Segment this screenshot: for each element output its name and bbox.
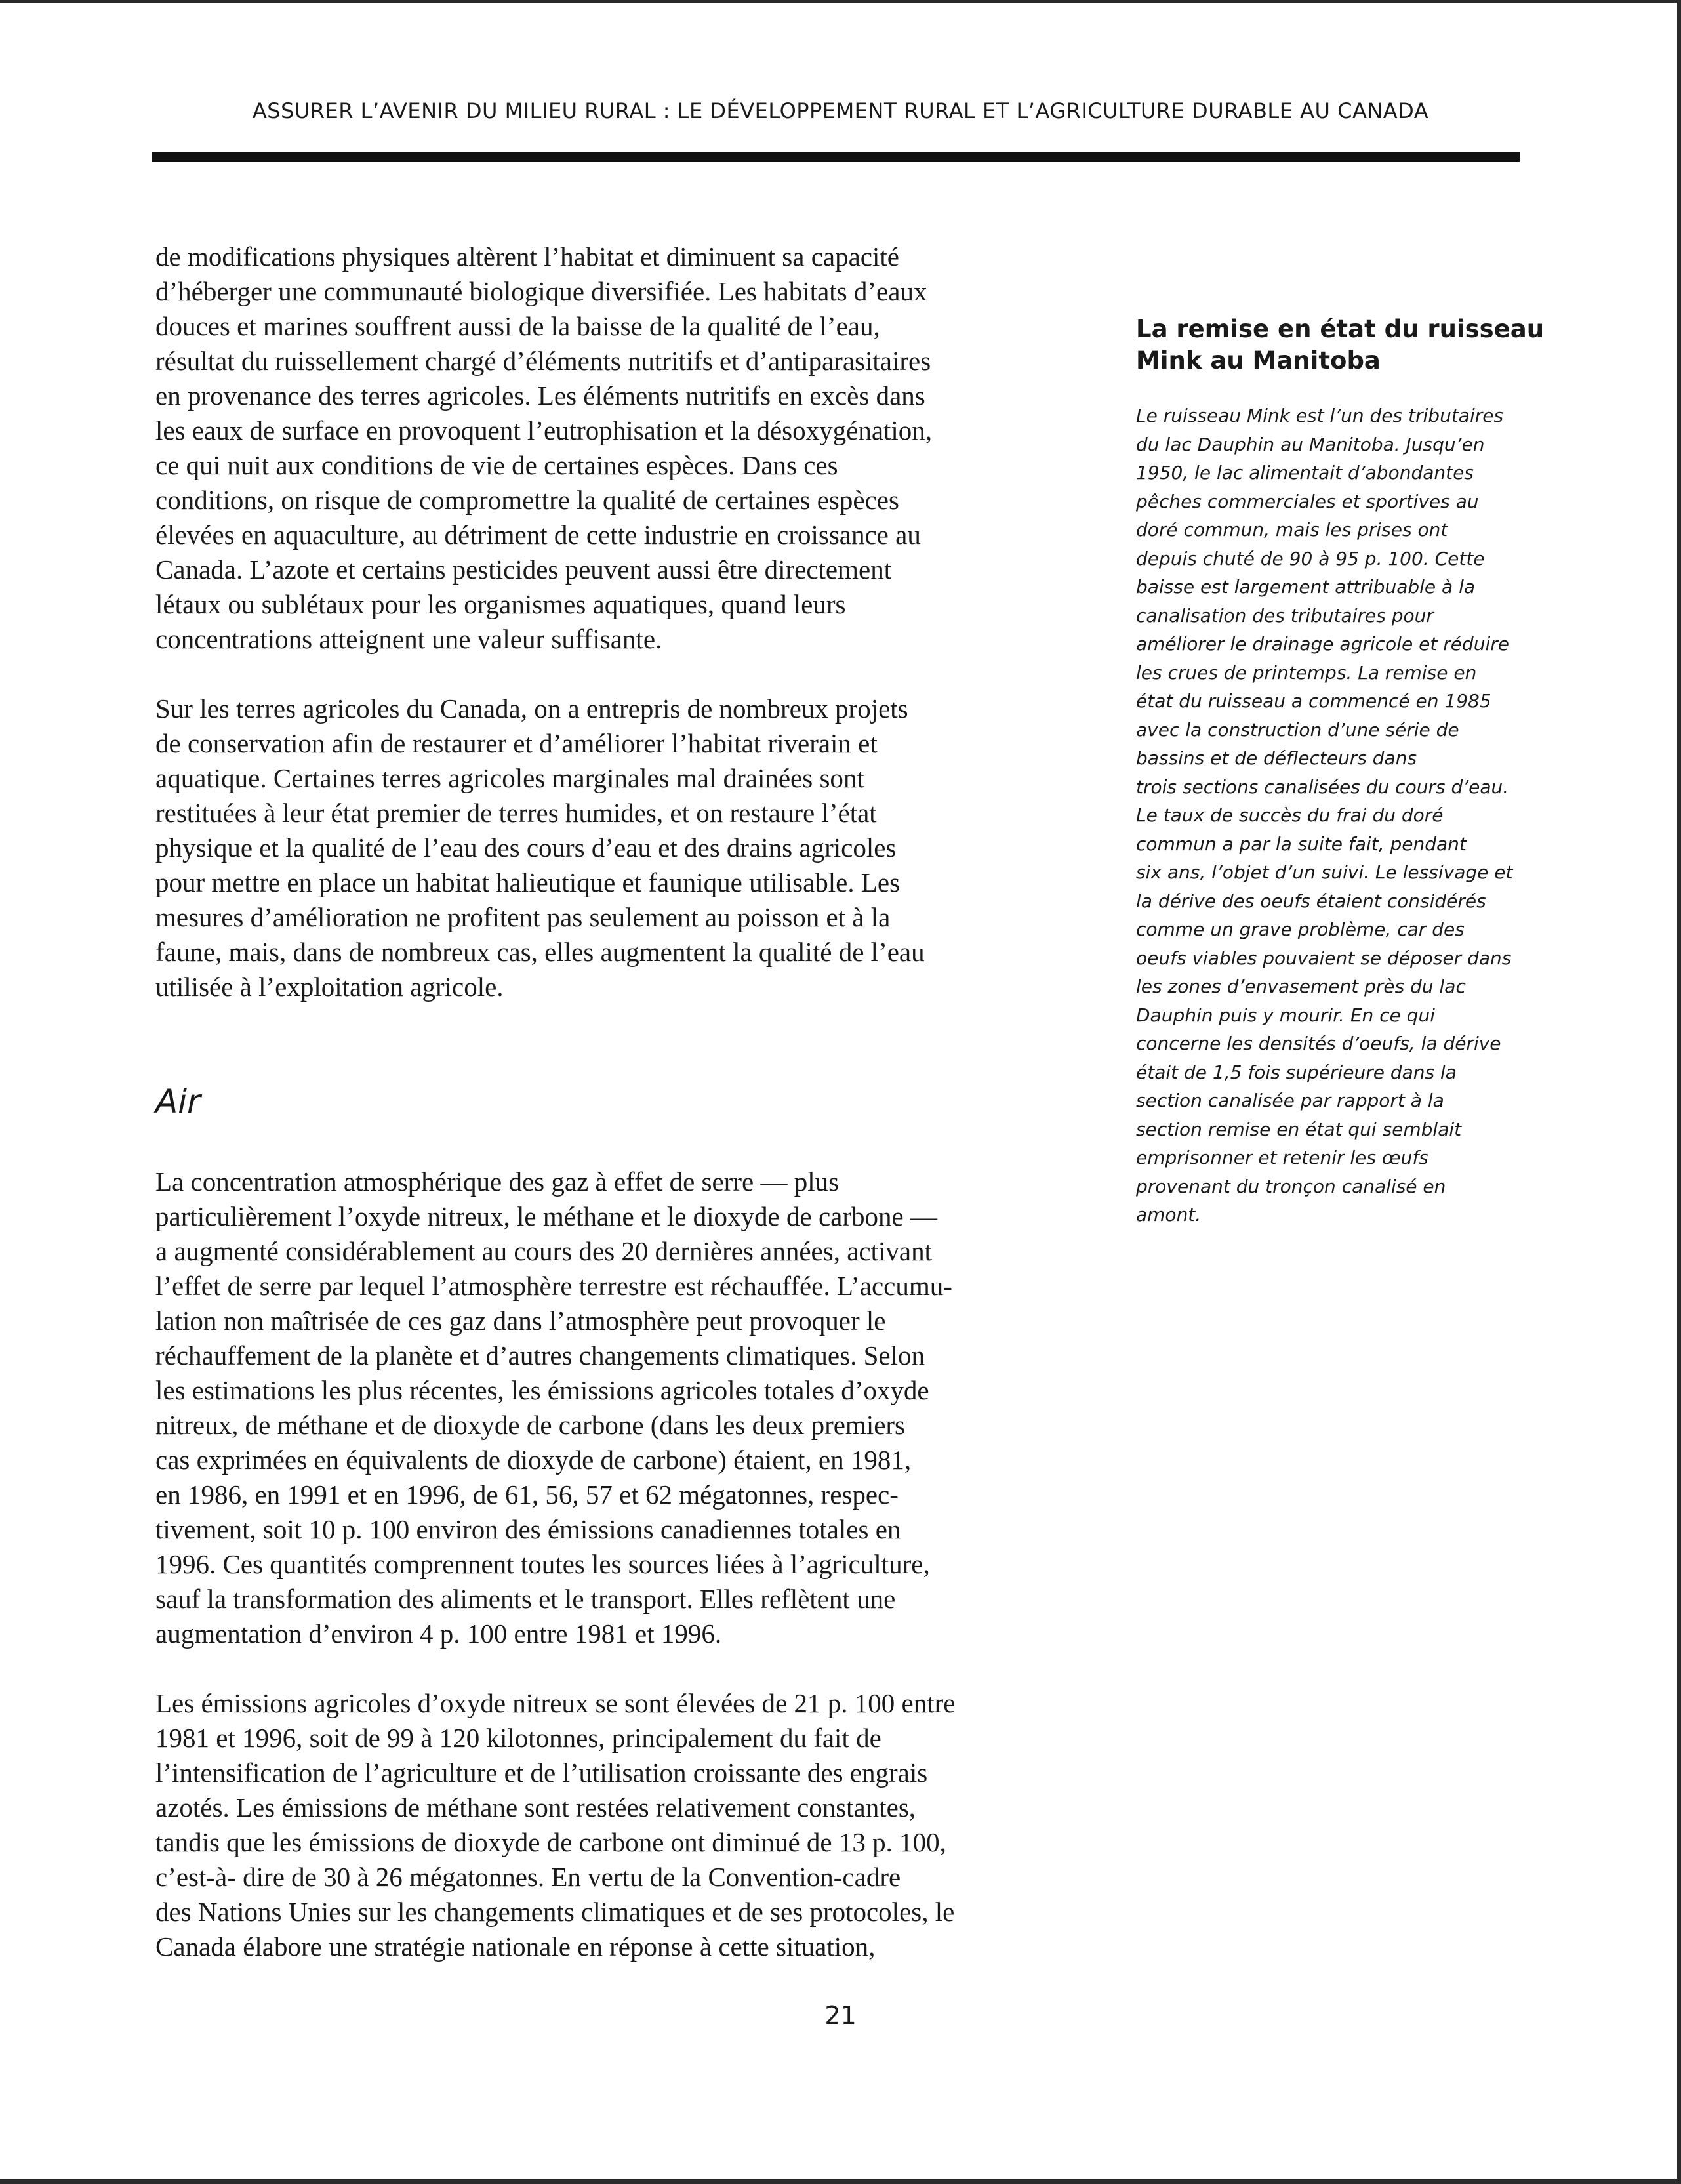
body-paragraph: La concentration atmosphérique des gaz à effet de serre — plus particulièrement l’oxyde nitreux, le méthane et le dioxyde de carbone — a augmenté considérablement au cours des 20 dernières années, activant l’effet de serre par lequel l’atmosphère terrestre est réchauffée. L’accumu- lation non maîtrisée de ces gaz dans l’atmosphère peut provoquer le réchauffement de la planète et d’autres changements climatiques. Selon les estimations les plus récentes, les émissions agricoles totales d’oxyde nitreux, de méthane et de dioxyde de carbone (dans les deux premiers cas exprimées en équivalents de dioxyde de carbone) étaient, en 1981, en 1986, en 1991 et en 1996, de 61, 56, 57 et 62 mégatonnes, respec- tivement, soit 10 p. 100 environ des émissions canadiennes totales en 1996. Ces quantités comprennent toutes les sources liées à l’agriculture, sauf la transformation des aliments et le transport. Elles reflètent une augmentation d’environ 4 p. 100 entre 1981 et 1996.	[155, 1166, 952, 1649]
scan-border-right	[1677, 0, 1681, 2184]
header-rule	[152, 152, 1520, 162]
sidebar-box	[1136, 314, 1556, 1229]
sidebar-body: Le ruisseau Mink est l’un des tributaires du lac Dauphin au Manitoba. Jusqu’en 1950, le lac alimentait d’abondantes pêches commerciales et sportives au doré commun, mais les prises ont depuis chuté de 90 à 95 p. 100. Cette baisse est largement attribuable à la canalisation des tributaires pour améliorer le drainage agricole et réduire les crues de printemps. La remise en état du ruisseau a commencé en 1985 avec la construction d’une série de bassins et de déflecteurs dans trois sections canalisées du cours d’eau. Le taux de succès du frai du doré commun a par la suite fait, pendant six ans, l’objet d’un suivi. Le lessivage et la dérive des oeufs étaient considérés comme un grave problème, car des oeufs viables pouvaient se déposer dans les zones d’envasement près du lac Dauphin puis y mourir. En ce qui concerne les densités d’oeufs, la dérive était de 1,5 fois supérieure dans la section canalisée par rapport à la section remise en état qui semblait emprisonner et retenir les œufs provenant du tronçon canalisé en amont.	[1136, 405, 1513, 1226]
scan-border-bottom	[0, 2179, 1681, 2184]
sidebar-title: La remise en état du ruisseau Mink au Manitoba	[1136, 315, 1545, 375]
body-paragraph: Les émissions agricoles d’oxyde nitreux se sont élevées de 21 p. 100 entre 1981 et 1996, soit de 99 à 120 kilotonnes, principalement du fait de l’intensification de l’agriculture et de l’utilisation croissante des engrais azotés. Les émissions de méthane sont restées relativement constantes, tandis que les émissions de dioxyde de carbone ont diminué de 13 p. 100, c’est-à- dire de 30 à 26 mégatonnes. En vertu de la Convention-cadre des Nations Unies sur les changements climatiques et de ses protocoles, le Canada élabore une stratégie nationale en réponse à cette situation,	[155, 1688, 956, 1962]
body-paragraph: de modifications physiques altèrent l’habitat et diminuent sa capacité d’héberger une communauté biologique diversifiée. Les habitats d’eaux douces et marines souffrent aussi de la baisse de la qualité de l’eau, résultat du ruissellement chargé d’éléments nutritifs et d’antiparasitaires en provenance des terres agricoles. Les éléments nutritifs en excès dans les eaux de surface en provoquent l’eutrophisation et la désoxygénation, ce qui nuit aux conditions de vie de certaines espèces. Dans ces conditions, on risque de compromettre la qualité de certaines espèces élevées en aquaculture, au détriment de cette industrie en croissance au Canada. L’azote et certains pesticides peuvent aussi être directement létaux ou sublétaux pour les organismes aquatiques, quand leurs concentrations atteignent une valeur suffisante.	[155, 241, 933, 654]
scan-border-top	[0, 0, 1681, 3]
section-heading-air: Air	[155, 1082, 201, 1121]
body-paragraph: Sur les terres agricoles du Canada, on a entrepris de nombreux projets de conservation afin de restaurer et d’améliorer l’habitat riverain et aquatique. Certaines terres agricoles marginales mal drainées sont restituées à leur état premier de terres humides, et on restaure l’état physique et la qualité de l’eau des cours d’eau et des drains agricoles pour mettre en place un habitat halieutique et faunique utilisable. Les mesures d’amélioration ne profitent pas seulement au poisson et à la faune, mais, dans de nombreux cas, elles augmentent la qualité de l’eau utilisée à l’exploitation agricole.	[155, 693, 925, 1002]
running-header: ASSURER L’AVENIR DU MILIEU RURAL : LE DÉVELOPPEMENT RURAL ET L’AGRICULTURE DURABLE AU CANADA	[252, 98, 1429, 123]
page-number: 21	[824, 2001, 857, 2030]
main-column	[155, 239, 1093, 1964]
